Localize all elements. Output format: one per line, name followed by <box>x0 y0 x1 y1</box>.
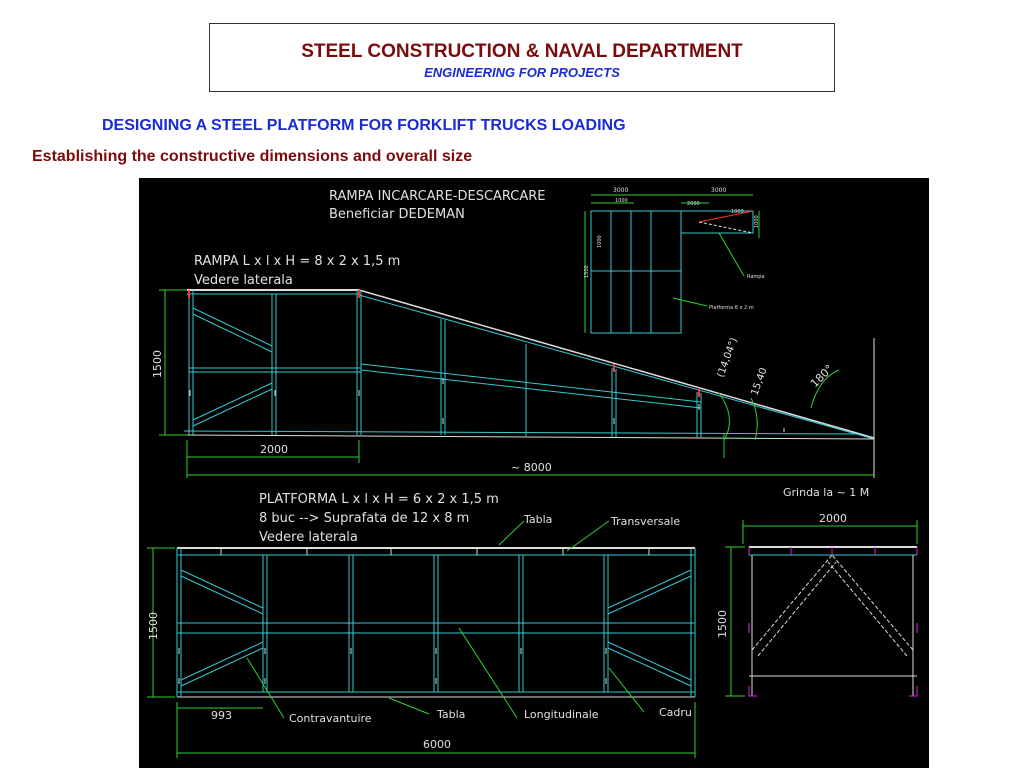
platform-len-dim: 6000 <box>423 738 451 751</box>
detail-note-1: Rampa <box>747 274 765 280</box>
beam-note-text: Grinda la ~ 1 M <box>783 486 870 499</box>
platform-qty-text: 8 buc --> Suprafata de 12 x 8 m <box>259 511 470 526</box>
label-tabla: Tabla <box>524 513 553 526</box>
beneficiary-text: Beneficiar DEDEMAN <box>329 207 465 222</box>
platform-side-view <box>147 521 695 758</box>
detail-dim-e: 1000 <box>597 235 603 248</box>
detail-dim-f: 1500 <box>584 265 590 278</box>
sub-title: Establishing the constructive dimensions and overall size <box>32 148 473 165</box>
header-subtitle: ENGINEERING FOR PROJECTS <box>424 65 620 80</box>
ramp-dims-text: RAMPA L x l x H = 8 x 2 x 1,5 m <box>194 254 401 269</box>
detail-dim-d: 2000 <box>687 201 700 207</box>
end-width-dim: 2000 <box>819 512 847 525</box>
detail-dim-c: 1000 <box>615 198 628 204</box>
ramp-len-2000-dim: 2000 <box>260 443 288 456</box>
angle-3-label: 180° <box>807 362 836 391</box>
main-title: DESIGNING A STEEL PLATFORM FOR FORKLIFT TRUCKS LOADING <box>102 117 626 134</box>
platform-end-view <box>725 520 917 696</box>
platform-dims-text: PLATFORMA L x l x H = 6 x 2 x 1,5 m <box>259 492 499 507</box>
detail-note-2: Platforma 6 x 2 m <box>709 305 754 311</box>
angle-2-label: 15,40 <box>749 366 770 398</box>
label-tabla-2: Tabla <box>437 708 466 721</box>
angle-1-label: (14,04°) <box>715 336 740 380</box>
detail-dim-h: 1000 <box>731 209 744 215</box>
platform-view-text: Vedere laterala <box>259 530 358 545</box>
platform-height-dim: 1500 <box>147 612 160 640</box>
ramp-title-text: RAMPA INCARCARE-DESCARCARE <box>329 189 546 204</box>
detail-dim-g: 1000 <box>754 215 760 228</box>
ramp-len-total-dim: ~ 8000 <box>511 461 552 474</box>
label-contravantuire: Contravantuire <box>289 712 372 725</box>
header-box <box>209 23 835 92</box>
label-transversale: Transversale <box>611 515 681 528</box>
dim-993: 993 <box>211 709 232 722</box>
end-height-dim: 1500 <box>716 610 729 638</box>
detail-dim-b: 3000 <box>711 187 727 194</box>
ramp-height-dim: 1500 <box>151 350 164 378</box>
plan-detail <box>585 195 759 333</box>
header-title: STEEL CONSTRUCTION & NAVAL DEPARTMENT <box>301 41 743 62</box>
label-cadru: Cadru <box>659 706 692 719</box>
detail-dim-a: 3000 <box>613 187 629 194</box>
cad-drawing-svg <box>139 178 929 768</box>
label-longitudinale: Longitudinale <box>524 708 599 721</box>
cad-drawing <box>139 178 929 768</box>
ramp-view-text: Vedere laterala <box>194 273 293 288</box>
